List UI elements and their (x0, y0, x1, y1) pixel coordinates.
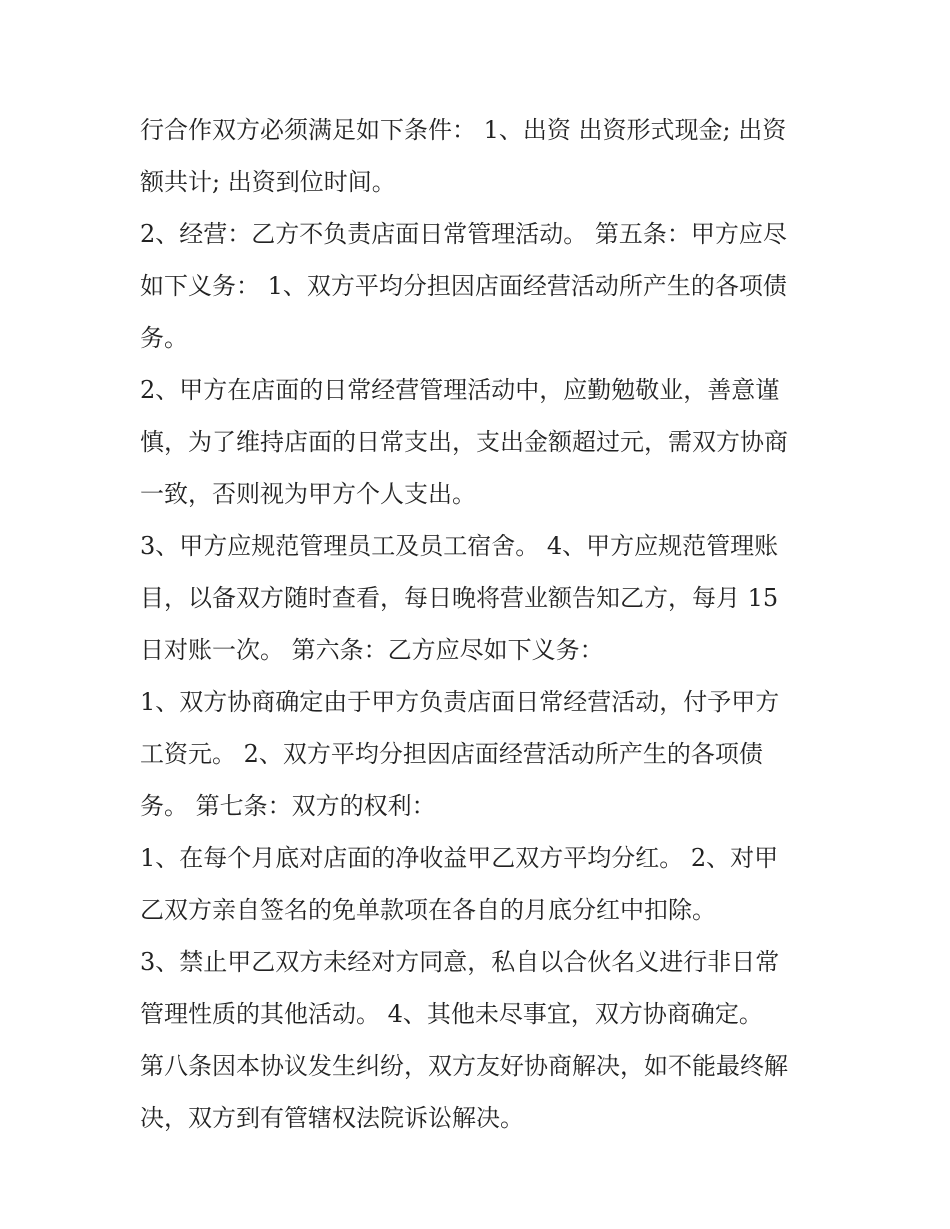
text-line: 3、禁止甲乙双方未经对方同意，私自以合伙名义进行非日常 (140, 948, 780, 976)
text-line: 行合作双方必须满足如下条件： 1、出资 出资形式现金; 出资 (140, 116, 787, 144)
text-line: 决，双方到有管辖权法院诉讼解决。 (140, 1104, 524, 1132)
text-line: 一致，否则视为甲方个人支出。 (140, 480, 476, 508)
text-line: 1、在每个月底对店面的净收益甲乙双方平均分红。 2、对甲 (140, 844, 779, 872)
text-line: 管理性质的其他活动。 4、其他未尽事宜，双方协商确定。 (140, 1000, 763, 1028)
text-line: 务。 第七条：双方的权利： (140, 792, 436, 820)
text-line: 3、甲方应规范管理员工及员工宿舍。 4、甲方应规范管理账 (140, 532, 779, 560)
text-line: 日对账一次。 第六条：乙方应尽如下义务： (140, 636, 604, 664)
text-line: 目，以备双方随时查看，每日晚将营业额告知乙方，每月 15 (140, 584, 779, 612)
text-line: 工资元。 2、双方平均分担因店面经营活动所产生的各项债 (140, 740, 763, 768)
document-body (140, 104, 830, 1144)
text-line: 2、经营：乙方不负责店面日常管理活动。 第五条：甲方应尽 (140, 220, 787, 248)
text-line: 慎，为了维持店面的日常支出，支出金额超过元，需双方协商 (140, 428, 788, 456)
text-line: 第八条因本协议发生纠纷，双方友好协商解决，如不能最终解 (140, 1052, 788, 1080)
text-line: 如下义务： 1、双方平均分担因店面经营活动所产生的各项债 (140, 272, 787, 300)
text-line: 额共计; 出资到位时间。 (140, 168, 396, 196)
text-line: 1、双方协商确定由于甲方负责店面日常经营活动，付予甲方 (140, 688, 780, 716)
text-line: 2、甲方在店面的日常经营管理活动中，应勤勉敬业，善意谨 (140, 376, 780, 404)
text-line: 乙双方亲自签名的免单款项在各自的月底分红中扣除。 (140, 896, 716, 924)
text-line: 务。 (140, 324, 188, 352)
